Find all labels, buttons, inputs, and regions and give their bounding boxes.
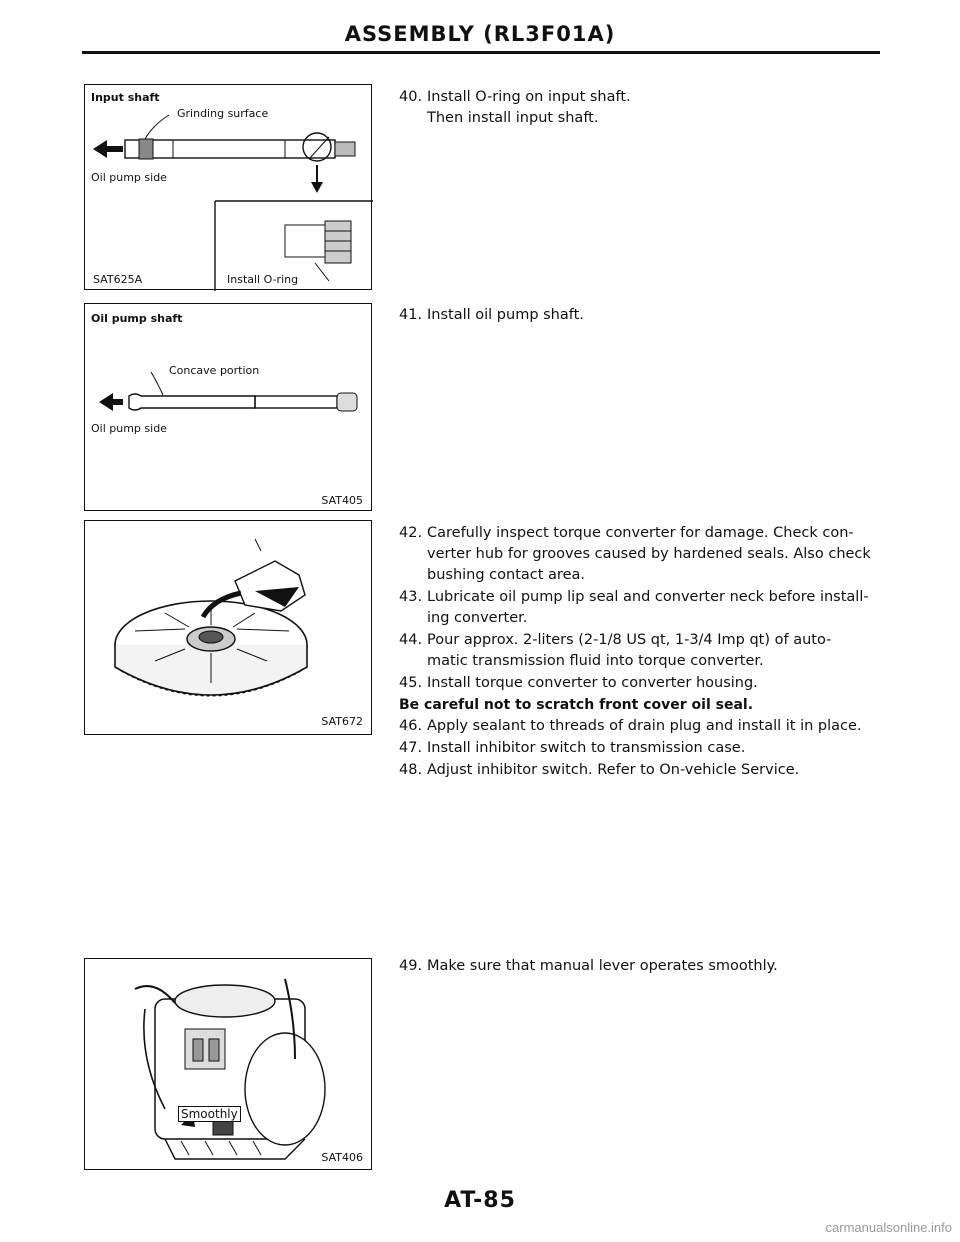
watermark: carmanualsonline.info bbox=[825, 1220, 952, 1235]
transmission-drawing bbox=[85, 959, 373, 1171]
step-46: 46. Apply sealant to threads of drain plug and install it in place. bbox=[399, 718, 862, 734]
step-42: 42. Carefully inspect torque converter for damage. Check con- verter hub for grooves caused by hardened seals. Also check bushing contact area. bbox=[399, 525, 871, 583]
oil-pump-side-label: Oil pump side bbox=[91, 422, 167, 435]
step-41: 41. Install oil pump shaft. bbox=[399, 307, 584, 323]
figure-manual-lever bbox=[84, 958, 372, 1170]
figure-torque-converter bbox=[84, 520, 372, 735]
figure-title: Input shaft bbox=[91, 91, 160, 104]
figure-code: SAT405 bbox=[321, 494, 363, 507]
figure-code: SAT625A bbox=[93, 273, 143, 286]
header-rule bbox=[82, 51, 880, 54]
oil-pump-shaft-drawing bbox=[85, 304, 373, 512]
step-40: 40. Install O-ring on input shaft. Then install input shaft. bbox=[399, 89, 631, 126]
page-number: AT-85 bbox=[444, 1188, 516, 1213]
figure-code: SAT672 bbox=[321, 715, 363, 728]
figure-input-shaft bbox=[84, 84, 372, 290]
smoothly-label: Smoothly bbox=[178, 1106, 241, 1122]
install-oring-label: Install O-ring bbox=[227, 273, 299, 286]
step-44: 44. Pour approx. 2-liters (2-1/8 US qt, 1-3/4 Imp qt) of auto- matic transmission fluid into torque converter. bbox=[399, 632, 832, 669]
step-48: 48. Adjust inhibitor switch. Refer to On-vehicle Service. bbox=[399, 762, 800, 778]
warning-note: Be careful not to scratch front cover oil seal. bbox=[399, 697, 754, 713]
torque-converter-drawing bbox=[85, 521, 373, 736]
step-45: 45. Install torque converter to converter housing. bbox=[399, 675, 758, 691]
grinding-surface-label: Grinding surface bbox=[177, 107, 269, 120]
figure-title: Oil pump shaft bbox=[91, 312, 183, 325]
page-title: ASSEMBLY (RL3F01A) bbox=[344, 22, 616, 46]
step-47: 47. Install inhibitor switch to transmission case. bbox=[399, 740, 746, 756]
figure-oil-pump-shaft bbox=[84, 303, 372, 511]
step-49: 49. Make sure that manual lever operates smoothly. bbox=[399, 958, 778, 974]
concave-portion-label: Concave portion bbox=[169, 364, 260, 377]
step-43: 43. Lubricate oil pump lip seal and converter neck before install- ing converter. bbox=[399, 589, 869, 626]
figure-code: SAT406 bbox=[321, 1151, 363, 1164]
oil-pump-side-label: Oil pump side bbox=[91, 171, 167, 184]
